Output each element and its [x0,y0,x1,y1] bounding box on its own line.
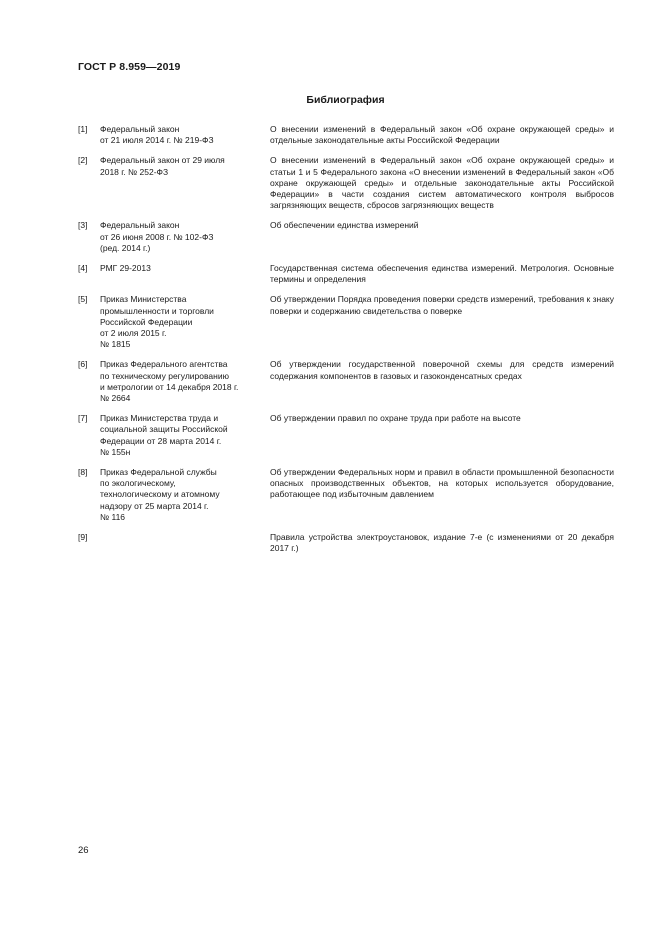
entry-description: О внесении изменений в Федеральный закон «Об охране окружающей среды» и статьи 1 и 5 Федерального закона «О внесении изменений в Федеральный закон «Об охране окружающей среды» и отдельные законодательные акты Российской Федерации» в части создания систем автоматического контроля выбросов загрязняющих веществ, сбросов загрязняющих веществ [270,155,614,211]
entry-reference: РМГ 29-2013 [100,263,151,274]
bibliography-entry [78,124,614,146]
bibliography-entry [78,359,614,404]
entry-reference: Приказ Федерального агентства по техническому регулированию и метрологии от 14 декабря 2018 г. № 2664 [100,359,239,404]
entry-number: [6] [78,359,88,370]
entry-number: [2] [78,155,88,166]
entry-reference: Федеральный закон от 26 июня 2008 г. № 102-ФЗ (ред. 2014 г.) [100,220,214,253]
bibliography-entry [78,294,614,350]
entry-reference: Приказ Федеральной службы по экологическому, технологическому и атомному надзору от 25 марта 2014 г. № 116 [100,467,220,522]
entry-description: Государственная система обеспечения единства измерений. Метрология. Основные термины и определения [270,263,614,285]
entry-description: Правила устройства электроустановок, издание 7-е (с изменениями от 20 декабря 2017 г.) [270,532,614,554]
entry-reference: Федеральный закон от 29 июля 2018 г. № 252-ФЗ [100,155,225,177]
bibliography-entry [78,220,614,254]
bibliography-entry [78,155,614,211]
entry-number: [9] [78,532,88,543]
bibliography-entry [78,467,614,523]
entry-reference: Приказ Министерства промышленности и торговли Российской Федерации от 2 июля 2015 г. № 1815 [100,294,214,350]
entry-reference [100,532,270,554]
entry-number: [5] [78,294,88,305]
entry-reference: Приказ Министерства труда и социальной защиты Российской Федерации от 28 марта 2014 г. № 155н [100,413,228,457]
bibliography-list [78,124,614,563]
bibliography-entry [78,413,614,458]
document-id: ГОСТ Р 8.959—2019 [78,61,181,73]
entry-number: [8] [78,467,88,478]
page-number: 26 [78,845,89,856]
entry-description: Об утверждении Порядка проведения поверки средств измерений, требования к знаку поверки и содержанию свидетельства о поверке [270,294,614,316]
entry-description: О внесении изменений в Федеральный закон «Об охране окружающей среды» и отдельные законодательные акты Российской Федерации [270,124,614,146]
entry-number: [4] [78,263,88,274]
entry-number: [1] [78,124,88,134]
section-title: Библиография [306,94,385,106]
bibliography-entry [78,532,614,554]
entry-description: Об утверждении Федеральных норм и правил в области промышленной безопасности опасных производственных объектов, на которых используется оборудование, работающее под избыточным давлением [270,467,614,500]
entry-description: Об утверждении государственной поверочной схемы для средств измерений содержания компонентов в газовых и газоконденсатных средах [270,359,614,381]
entry-description: Об обеспечении единства измерений [270,220,419,231]
bibliography-entry [78,263,614,285]
entry-number: [7] [78,413,88,424]
entry-reference: Федеральный закон от 21 июля 2014 г. № 219-ФЗ [100,124,214,146]
entry-number: [3] [78,220,88,231]
entry-description: Об утверждении правил по охране труда при работе на высоте [270,413,521,424]
